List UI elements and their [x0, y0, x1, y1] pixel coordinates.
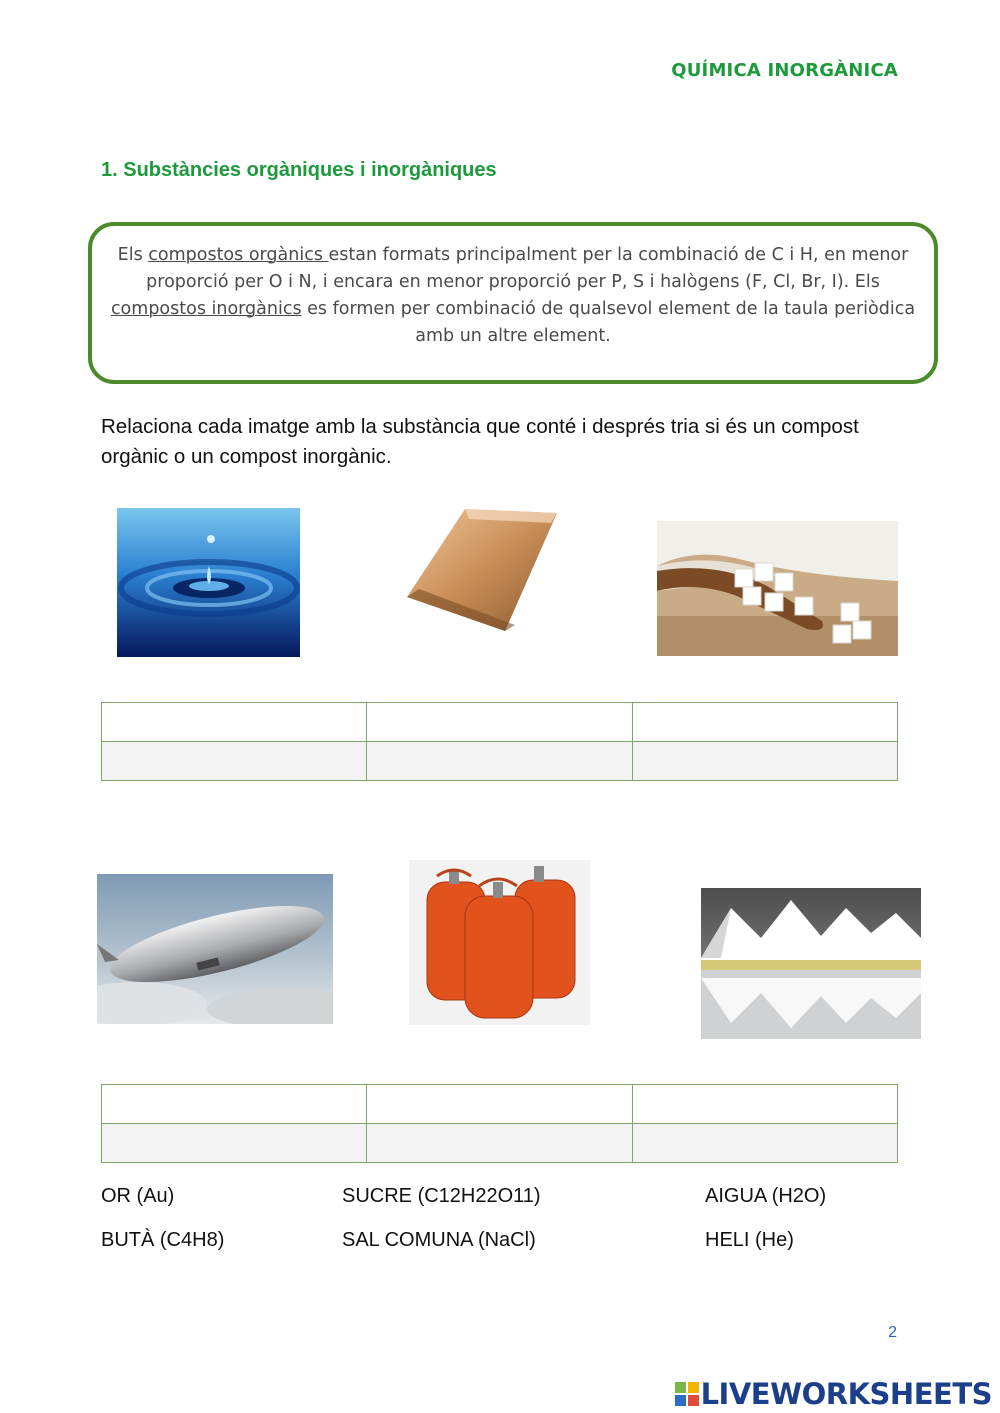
sugar-cubes-image [657, 521, 898, 656]
type-slot-salt[interactable] [632, 1124, 897, 1163]
type-slot-water[interactable] [102, 742, 367, 781]
section-title: 1. Substàncies orgàniques i inorgàniques [101, 159, 497, 181]
type-slot-gold[interactable] [367, 742, 632, 781]
substance-slot-sugar[interactable] [632, 703, 897, 742]
substance-slot-airship[interactable] [102, 1085, 367, 1124]
substance-slot-salt[interactable] [632, 1085, 897, 1124]
definition-text: Els compostos orgànics estan formats principalment per la combinació de C i H, en menor proporció per O i N, i encara en menor proporció per P, S i halògens (F, Cl, Br, I). Els compostos inorgànics es formen per combinació de qualsevol element de la taula periòdica amb un altre element. [110, 245, 916, 346]
substance-slot-gold[interactable] [367, 703, 632, 742]
substance-input-1[interactable] [102, 703, 366, 741]
definition-box [88, 222, 938, 384]
type-input-4[interactable] [102, 1124, 366, 1162]
type-input-5[interactable] [367, 1124, 631, 1162]
term-organic: compostos orgànics [148, 245, 329, 265]
salt-mounds-image [701, 888, 921, 1039]
substance-input-2[interactable] [367, 703, 631, 741]
option-gold: OR (Au) [101, 1185, 175, 1207]
substance-input-6[interactable] [633, 1085, 897, 1123]
substance-input-4[interactable] [102, 1085, 366, 1123]
option-butane: BUTÀ (C4H8) [101, 1229, 225, 1251]
brand-text: LIVEWORKSHEETS [700, 1377, 992, 1411]
type-slot-airship[interactable] [102, 1124, 367, 1163]
substance-slot-water[interactable] [102, 703, 367, 742]
substance-input-5[interactable] [367, 1085, 631, 1123]
answer-table-2 [101, 1084, 898, 1163]
type-input-6[interactable] [633, 1124, 897, 1162]
page-number: 2 [888, 1324, 897, 1341]
type-input-1[interactable] [102, 742, 366, 780]
type-slot-butane[interactable] [367, 1124, 632, 1163]
gold-bar-image [405, 507, 560, 634]
butane-bottles-image [409, 860, 590, 1025]
term-inorganic: compostos inorgànics [110, 299, 302, 319]
type-input-3[interactable] [633, 742, 897, 780]
substance-input-3[interactable] [633, 703, 897, 741]
type-slot-sugar[interactable] [632, 742, 897, 781]
substance-slot-butane[interactable] [367, 1085, 632, 1124]
option-salt: SAL COMUNA (NaCl) [342, 1229, 536, 1251]
liveworksheets-brand [675, 1377, 992, 1411]
option-sugar: SUCRE (C12H22O11) [342, 1185, 541, 1207]
instruction-text: Relaciona cada imatge amb la substància que conté i després tria si és un compost orgànic o un compost inorgànic. [101, 415, 859, 468]
water-drop-image [117, 508, 300, 657]
type-input-2[interactable] [367, 742, 631, 780]
document-header: QUÍMICA INORGÀNICA [671, 60, 898, 81]
liveworksheets-logo-icon [675, 1382, 699, 1406]
answer-table-1 [101, 702, 898, 781]
option-water: AIGUA (H2O) [705, 1185, 827, 1207]
airship-image [97, 874, 333, 1024]
option-helium: HELI (He) [705, 1229, 794, 1251]
